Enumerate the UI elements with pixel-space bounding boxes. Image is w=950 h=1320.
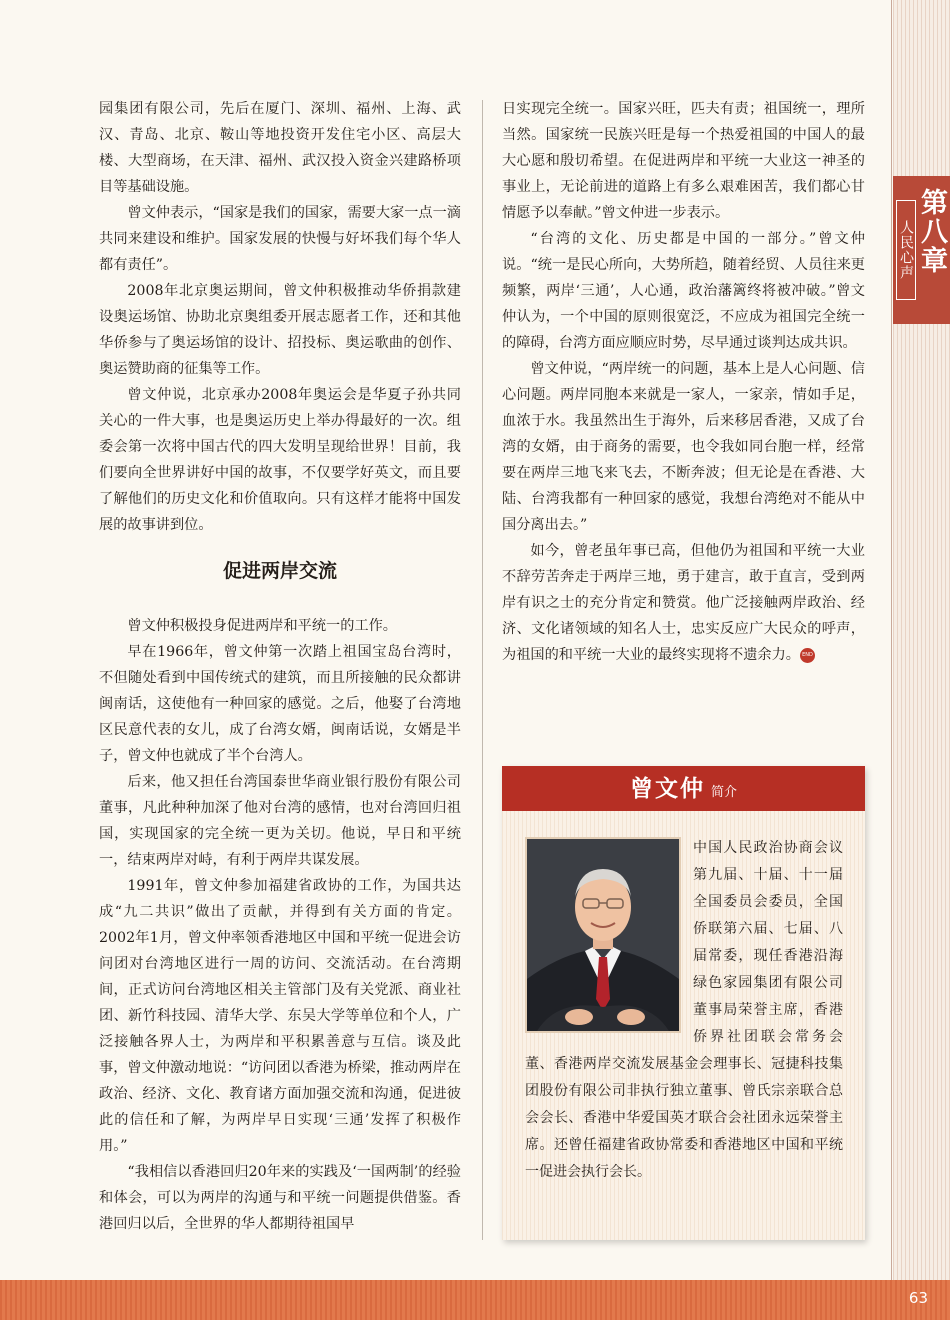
paragraph: “我相信以香港回归20年来的实践及‘一国两制’的经验和体会，可以为两岸的沟通与和平统一问题提供借鉴。香港回归以后，全世界的华人都期待祖国早	[99, 1164, 461, 1232]
paragraph: 曾文仲说，北京承办2008年奥运会是华夏子孙共同关心的一件大事，也是奥运历史上举办得最好的一次。组委会第一次将中国古代的四大发明呈现给世界！目前，我们要向全世界讲好中国的故事，不仅要学好英文，而且要了解他们的历史文化和价值取向。只有这样才能将中国发展的故事讲到位。	[99, 387, 461, 533]
paragraph: 早在1966年，曾文仲第一次踏上祖国宝岛台湾时，不但随处看到中国传统式的建筑，而且所接触的民众都讲闽南话，这使他有一种回家的感觉。之后，他娶了台湾地区民意代表的女儿，成了台湾女婿，闽南话说，女婿是半子，曾文仲也就成了半个台湾人。	[99, 644, 461, 764]
chapter-title: 第八章	[916, 188, 947, 275]
photo-spacer	[525, 835, 693, 1051]
end-mark-icon: END	[800, 648, 815, 663]
profile-tag: 简介	[710, 785, 737, 800]
chapter-tab	[893, 176, 950, 324]
paragraph: 园集团有限公司，先后在厦门、深圳、福州、上海、武汉、青岛、北京、鞍山等地投资开发住宅小区、高层大楼、大型商场，在天津、福州、武汉投入资金兴建路桥项目等基础设施。	[99, 101, 461, 195]
paragraph: 2008年北京奥运期间，曾文仲积极推动华侨捐款建设奥运场馆、协助北京奥组委开展志愿者工作，还和其他华侨参与了奥运场馆的设计、招投标、奥运歌曲的创作、奥运赞助商的征集等工作。	[99, 283, 461, 377]
paragraph: “台湾的文化、历史都是中国的一部分。”曾文仲说。“统一是民心所向，大势所趋，随着经贸、人员往来更频繁，两岸‘三通’，人心通，政治藩篱终将被冲破。”曾文仲认为，一个中国的原则很宽泛，不应成为祖国完全统一的障碍，台湾方面应顺应时势，尽早通过谈判达成共识。	[502, 231, 865, 351]
page-number: 63	[908, 1289, 928, 1307]
right-column	[502, 96, 865, 668]
profile-name: 曾文仲	[629, 775, 705, 802]
paragraph: 1991年，曾文仲参加福建省政协的工作，为国共达成“九二共识”做出了贡献，并得到有关方面的肯定。2002年1月，曾文仲率领香港地区中国和平统一促进会访问团对台湾地区进行一周的访问、交流活动。在台湾期间，正式访问台湾地区相关主管部门及有关党派、商业社团、新竹科技园、清华大学、东吴大学等单位和个人，广泛接触各界人士，为两岸和平积累善意与互信。谈及此事，曾文仲激动地说：“访问团以香港为桥梁，推动两岸在政治、经济、文化、教育诸方面加强交流和沟通，促进彼此的信任和了解，为两岸早日实现‘三通’发挥了积极作用。”	[99, 878, 461, 1154]
profile-box	[502, 766, 865, 1240]
paragraph: 曾文仲表示，“国家是我们的国家，需要大家一点一滴共同来建设和维护。国家发展的快慢与好坏我们每个华人都有责任”。	[99, 205, 461, 273]
profile-description: 中国人民政治协商会议第九届、十届、十一届全国委员会委员，全国侨联第六届、七届、八届常委，现任香港沿海绿色家园集团有限公司董事局荣誉主席，香港侨界社团联会常务会董、香港两岸交流发展基金会理事长、冠捷科技集团股份有限公司非执行独立董事、曾氏宗亲联合总会会长、香港中华爱国英才联合会社团永远荣誉主席。还曾任福建省政协常委和香港地区中国和平统一促进会执行会长。	[525, 840, 843, 1180]
side-rule	[891, 0, 892, 1320]
paragraph	[502, 538, 865, 668]
section-title: 促进两岸交流	[222, 560, 337, 582]
profile-text	[525, 835, 843, 1186]
column-divider	[482, 100, 483, 1240]
profile-header	[502, 766, 865, 811]
paragraph: 后来，他又担任台湾国泰世华商业银行股份有限公司董事，凡此种种加深了他对台湾的感情，也对台湾回归祖国，实现国家的完全统一更为关切。他说，早日和平统一，结束两岸对峙，有利于两岸共谋发展。	[99, 774, 461, 868]
paragraph: 曾文仲说，“两岸统一的问题，基本上是人心问题、信心问题。两岸同胞本来就是一家人，一家亲，情如手足，血浓于水。我虽然出生于海外，后来移居香港，又成了台湾的女婿，由于商务的需要，也令我如同台胞一样，经常要在两岸三地飞来飞去，不断奔波；但无论是在香港、大陆、台湾我都有一种回家的感觉，我想台湾绝对不能从中国分离出去。”	[502, 361, 865, 533]
bottom-decorative-band	[0, 1280, 950, 1320]
left-column	[99, 96, 461, 1237]
chapter-subtitle: 人民心声	[896, 200, 916, 300]
paragraph-text: 如今，曾老虽年事已高，但他仍为祖国和平统一大业不辞劳苦奔走于两岸三地，勇于建言，敢于直言，受到两岸有识之士的充分肯定和赞赏。他广泛接触两岸政治、经济、文化诸领域的知名人士，忠实反应广大民众的呼声，为祖国的和平统一大业的最终实现将不遗余力。	[502, 543, 865, 663]
paragraph: 日实现完全统一。国家兴旺，匹夫有责；祖国统一，理所当然。国家统一民族兴旺是每一个热爱祖国的中国人的最大心愿和殷切希望。在促进两岸和平统一大业这一神圣的事业上，无论前进的道路上有多么艰难困苦，我们都心甘情愿予以奉献。”曾文仲进一步表示。	[502, 101, 865, 221]
paragraph: 曾文仲积极投身促进两岸和平统一的工作。	[127, 618, 397, 634]
